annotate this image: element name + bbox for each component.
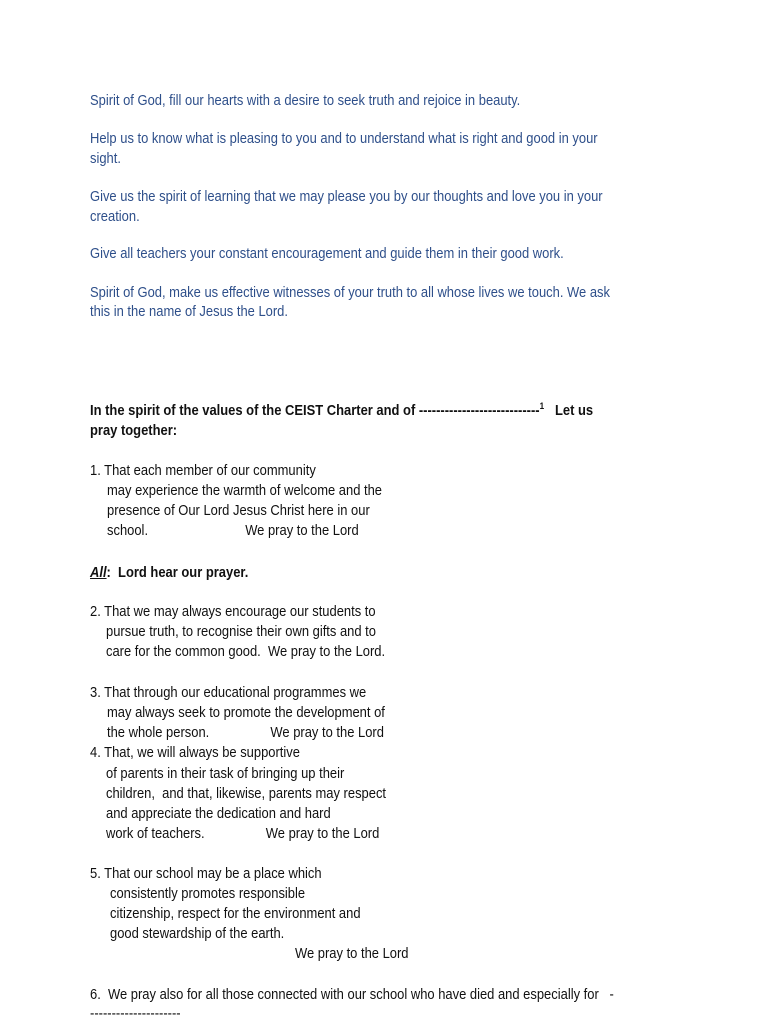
intention-line: 4. That, we will always be supportive	[90, 745, 300, 761]
intention-line: consistently promotes responsible	[110, 886, 306, 902]
intention-line: good stewardship of the earth.	[110, 926, 285, 942]
intention-line: 1. That each member of our community	[90, 463, 316, 479]
response-line	[90, 563, 248, 583]
prayer-line: this in the name of Jesus the Lord.	[90, 304, 288, 320]
prayer-line: sight.	[90, 151, 121, 167]
intention-line: 5. That our school may be a place which	[90, 866, 322, 882]
prayer-line: Help us to know what is pleasing to you and to understand what is right and good in your	[90, 131, 598, 147]
prayer-line: Spirit of God, fill our hearts with a desire to seek truth and rejoice in beauty.	[90, 93, 521, 109]
intro-text: In the spirit of the values of the CEIST Charter and of ----------------------------	[90, 403, 540, 419]
intention-line: presence of Our Lord Jesus Christ here in our	[107, 503, 370, 519]
response-text: : Lord hear our prayer.	[106, 565, 249, 581]
intention-line: work of teachers. We pray to the Lord	[106, 826, 380, 842]
footnote-mark: 1	[539, 401, 545, 412]
intention-line: children, and that, likewise, parents may respect	[106, 786, 387, 802]
intention-line: 2. That we may always encourage our students to	[90, 604, 376, 620]
intercessions-intro: pray together:	[90, 423, 178, 439]
intention-line: and appreciate the dedication and hard	[106, 806, 331, 822]
intention-line: care for the common good. We pray to the Lord.	[106, 644, 386, 660]
intro-text-end: Let us	[554, 403, 594, 419]
intention-line: the whole person. We pray to the Lord	[107, 725, 384, 741]
intention-line: 3. That through our educational programmes we	[90, 685, 367, 701]
prayer-line: creation.	[90, 209, 140, 225]
intention-line: may always seek to promote the development of	[107, 705, 385, 721]
intention-line: may experience the warmth of welcome and the	[107, 483, 383, 499]
intention-line: ---------------------	[90, 1006, 181, 1022]
intention-line: We pray to the Lord	[295, 946, 409, 962]
intention-line: pursue truth, to recognise their own gifts and to	[106, 624, 376, 640]
intention-line: 6. We pray also for all those connected with our school who have died and especially for -	[90, 987, 614, 1003]
intention-line: of parents in their task of bringing up their	[106, 766, 345, 782]
intention-line: school. We pray to the Lord	[107, 523, 359, 539]
prayer-line: Give us the spirit of learning that we may please you by our thoughts and love you in your	[90, 189, 603, 205]
intercessions-intro	[90, 401, 593, 421]
prayer-line: Give all teachers your constant encouragement and guide them in their good work.	[90, 246, 564, 262]
prayer-line: Spirit of God, make us effective witnesses of your truth to all whose lives we touch. We ask	[90, 285, 610, 301]
intention-line: citizenship, respect for the environment and	[110, 906, 361, 922]
response-all: All	[90, 565, 107, 581]
